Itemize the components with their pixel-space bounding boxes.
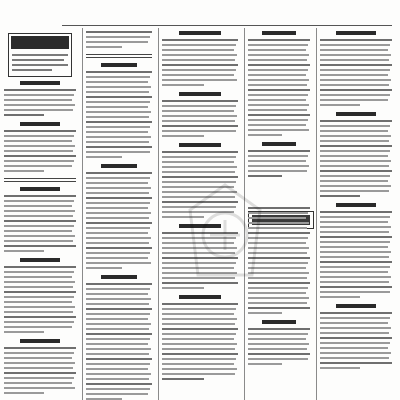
text-line xyxy=(248,328,310,330)
text-line xyxy=(320,367,360,369)
text-line xyxy=(162,171,235,173)
section-divider xyxy=(86,54,152,55)
text-line xyxy=(320,180,388,182)
text-line xyxy=(320,296,360,298)
text-line xyxy=(86,131,148,133)
column-divider xyxy=(82,28,83,400)
text-line xyxy=(248,333,308,335)
text-line xyxy=(320,236,392,238)
text-line xyxy=(86,192,149,194)
text-line xyxy=(248,79,309,81)
text-line xyxy=(320,246,388,248)
text-line xyxy=(4,205,72,207)
text-line xyxy=(86,187,151,189)
text-line xyxy=(162,323,235,325)
text-line xyxy=(4,195,76,197)
text-line xyxy=(4,271,74,273)
masthead-title xyxy=(11,36,69,49)
section-heading xyxy=(20,258,60,262)
text-line xyxy=(4,210,75,212)
masthead xyxy=(8,33,72,77)
text-line xyxy=(86,313,150,315)
text-line xyxy=(162,84,204,86)
text-line xyxy=(86,222,152,224)
text-line xyxy=(320,104,360,106)
text-line xyxy=(4,306,75,308)
text-line xyxy=(4,291,76,293)
text-line xyxy=(162,348,235,350)
text-line xyxy=(162,54,237,56)
text-line xyxy=(320,241,390,243)
masthead-line xyxy=(12,69,52,71)
text-line xyxy=(248,114,310,116)
text-line xyxy=(162,74,234,76)
section-divider xyxy=(4,178,76,179)
text-line xyxy=(248,175,282,177)
text-line xyxy=(320,322,388,324)
section-heading xyxy=(101,63,137,67)
text-line xyxy=(86,242,149,244)
text-line xyxy=(320,342,390,344)
text-line xyxy=(162,135,204,137)
watermark-emblem xyxy=(180,180,270,290)
text-line xyxy=(86,177,150,179)
text-line xyxy=(162,313,234,315)
text-line xyxy=(86,116,149,118)
text-line xyxy=(4,160,74,162)
text-line xyxy=(320,160,391,162)
column-1 xyxy=(4,29,80,400)
text-line xyxy=(162,363,234,365)
text-line xyxy=(86,36,150,38)
text-line xyxy=(4,145,75,147)
text-line xyxy=(320,89,392,91)
text-line xyxy=(4,331,44,333)
text-line xyxy=(86,182,148,184)
text-line xyxy=(162,130,236,132)
text-line xyxy=(86,343,148,345)
section-heading xyxy=(336,31,376,35)
text-line xyxy=(86,136,151,138)
text-line xyxy=(320,190,389,192)
text-line xyxy=(4,321,74,323)
text-line xyxy=(162,151,238,153)
text-line xyxy=(162,343,237,345)
text-line xyxy=(320,221,388,223)
text-line xyxy=(320,99,388,101)
text-line xyxy=(86,212,151,214)
text-line xyxy=(320,357,389,359)
text-line xyxy=(4,281,75,283)
text-line xyxy=(248,165,309,167)
text-line xyxy=(86,318,148,320)
text-line xyxy=(162,338,234,340)
text-line xyxy=(320,64,392,66)
text-line xyxy=(248,363,282,365)
text-line xyxy=(320,286,392,288)
text-line xyxy=(320,44,390,46)
section-heading xyxy=(179,295,221,299)
text-line xyxy=(320,211,392,213)
text-line xyxy=(4,362,75,364)
text-line xyxy=(248,64,310,66)
text-line xyxy=(320,352,391,354)
text-line xyxy=(162,156,236,158)
text-line xyxy=(86,283,152,285)
text-line xyxy=(162,373,235,375)
text-line xyxy=(320,195,360,197)
text-line xyxy=(4,296,74,298)
text-line xyxy=(4,130,76,132)
text-line xyxy=(320,120,392,122)
text-line xyxy=(86,333,152,335)
text-line xyxy=(248,49,306,51)
text-line xyxy=(86,353,149,355)
text-line xyxy=(4,266,76,268)
text-line xyxy=(4,372,76,374)
text-line xyxy=(4,220,76,222)
text-line xyxy=(86,146,152,148)
text-line xyxy=(86,101,150,103)
section-heading xyxy=(20,187,60,191)
text-line xyxy=(86,86,151,88)
text-line xyxy=(4,311,73,313)
text-line xyxy=(86,81,148,83)
text-line xyxy=(162,110,234,112)
section-heading xyxy=(262,31,296,35)
text-line xyxy=(248,348,307,350)
text-line xyxy=(4,230,72,232)
text-line xyxy=(4,245,76,247)
section-heading xyxy=(179,143,221,147)
text-line xyxy=(162,333,236,335)
text-line xyxy=(86,237,151,239)
text-line xyxy=(320,362,392,364)
text-line xyxy=(248,124,306,126)
column-divider xyxy=(158,28,159,400)
section-heading xyxy=(336,112,376,116)
section-heading xyxy=(262,320,296,324)
text-line xyxy=(86,46,122,48)
text-line xyxy=(248,44,308,46)
text-line xyxy=(86,323,151,325)
text-line xyxy=(320,140,389,142)
text-line xyxy=(86,252,150,254)
text-line xyxy=(86,298,151,300)
text-line xyxy=(162,176,238,178)
masthead-line xyxy=(12,64,68,66)
text-line xyxy=(162,318,237,320)
text-line xyxy=(320,59,389,61)
text-line xyxy=(162,69,236,71)
text-line xyxy=(162,44,236,46)
text-line xyxy=(86,262,151,264)
header-rule xyxy=(62,25,392,26)
text-line xyxy=(248,160,306,162)
text-line xyxy=(86,368,148,370)
text-line xyxy=(248,343,309,345)
text-line xyxy=(320,175,390,177)
text-line xyxy=(320,276,391,278)
text-line xyxy=(162,328,238,330)
text-line xyxy=(86,156,122,158)
text-line xyxy=(4,89,76,91)
section-heading xyxy=(101,275,137,279)
text-line xyxy=(86,308,152,310)
text-line xyxy=(86,141,149,143)
text-line xyxy=(320,135,391,137)
text-line xyxy=(86,71,152,73)
text-line xyxy=(162,161,234,163)
text-line xyxy=(320,54,391,56)
text-line xyxy=(248,104,309,106)
text-line xyxy=(86,373,151,375)
masthead-line xyxy=(12,59,64,61)
text-line xyxy=(86,151,150,153)
text-line xyxy=(4,94,74,96)
text-line xyxy=(320,332,389,334)
text-line xyxy=(320,145,392,147)
text-line xyxy=(248,150,310,152)
text-line xyxy=(4,150,73,152)
text-line xyxy=(4,382,72,384)
text-line xyxy=(320,327,391,329)
text-line xyxy=(248,129,309,131)
text-line xyxy=(4,392,44,394)
text-line xyxy=(162,105,236,107)
text-line xyxy=(320,69,390,71)
text-line xyxy=(320,39,392,41)
text-line xyxy=(248,134,282,136)
text-line xyxy=(4,347,76,349)
text-line xyxy=(320,261,392,263)
text-line xyxy=(86,348,151,350)
text-line xyxy=(4,215,73,217)
text-line xyxy=(320,79,391,81)
section-heading xyxy=(179,92,221,96)
text-line xyxy=(4,316,76,318)
column-divider xyxy=(316,28,317,400)
text-line xyxy=(86,338,150,340)
section-divider xyxy=(86,57,152,58)
text-line xyxy=(86,111,151,113)
text-line xyxy=(4,235,75,237)
text-line xyxy=(248,69,308,71)
text-line xyxy=(248,338,306,340)
section-heading xyxy=(179,31,221,35)
text-line xyxy=(86,41,148,43)
text-line xyxy=(320,84,389,86)
text-line xyxy=(4,200,74,202)
text-line xyxy=(4,225,74,227)
text-line xyxy=(248,74,306,76)
text-line xyxy=(320,347,388,349)
text-line xyxy=(4,276,72,278)
text-line xyxy=(86,383,152,385)
text-line xyxy=(4,155,76,157)
text-line xyxy=(4,240,73,242)
masthead-line xyxy=(12,54,68,56)
section-heading xyxy=(336,304,376,308)
text-line xyxy=(86,328,149,330)
section-heading xyxy=(336,203,376,207)
text-line xyxy=(248,39,310,41)
text-line xyxy=(86,358,152,360)
page-header xyxy=(62,12,392,24)
section-heading xyxy=(262,142,296,146)
text-line xyxy=(162,39,238,41)
text-line xyxy=(4,357,72,359)
text-line xyxy=(86,363,150,365)
text-line xyxy=(86,288,150,290)
text-line xyxy=(86,303,149,305)
text-line xyxy=(248,59,307,61)
text-line xyxy=(162,368,237,370)
text-line xyxy=(248,353,310,355)
text-line xyxy=(248,358,308,360)
text-line xyxy=(4,170,44,172)
text-line xyxy=(320,155,388,157)
text-line xyxy=(86,388,150,390)
text-line xyxy=(248,99,306,101)
text-line xyxy=(4,301,72,303)
text-line xyxy=(320,337,392,339)
text-line xyxy=(86,172,152,174)
text-line xyxy=(320,74,388,76)
text-line xyxy=(248,94,308,96)
text-line xyxy=(86,31,152,33)
text-line xyxy=(86,267,122,269)
text-line xyxy=(248,297,309,299)
text-line xyxy=(86,202,150,204)
text-line xyxy=(4,250,44,252)
text-line xyxy=(4,367,73,369)
text-line xyxy=(86,257,148,259)
text-line xyxy=(162,358,236,360)
text-line xyxy=(320,281,389,283)
text-line xyxy=(162,308,236,310)
text-line xyxy=(86,393,148,395)
section-heading xyxy=(20,339,60,343)
section-heading xyxy=(20,81,60,85)
text-line xyxy=(162,303,238,305)
section-heading xyxy=(101,164,137,168)
text-line xyxy=(86,293,148,295)
text-line xyxy=(86,126,150,128)
text-line xyxy=(4,140,72,142)
text-line xyxy=(4,352,74,354)
text-line xyxy=(248,170,307,172)
text-line xyxy=(320,291,390,293)
text-line xyxy=(162,120,235,122)
text-line xyxy=(86,76,150,78)
text-line xyxy=(4,286,73,288)
text-line xyxy=(86,197,152,199)
text-line xyxy=(320,170,392,172)
text-line xyxy=(162,49,234,51)
text-line xyxy=(320,266,390,268)
text-line xyxy=(320,231,389,233)
text-line xyxy=(86,91,149,93)
text-line xyxy=(162,125,238,127)
text-line xyxy=(4,326,72,328)
text-line xyxy=(4,114,44,116)
text-line xyxy=(86,378,149,380)
text-line xyxy=(248,307,310,309)
column-2 xyxy=(86,29,156,400)
text-line xyxy=(248,292,306,294)
text-line xyxy=(248,54,309,56)
text-line xyxy=(4,135,74,137)
text-line xyxy=(248,89,310,91)
text-line xyxy=(86,217,149,219)
text-line xyxy=(162,115,237,117)
text-line xyxy=(320,125,390,127)
text-line xyxy=(248,155,308,157)
section-divider xyxy=(4,181,76,182)
text-line xyxy=(320,312,392,314)
text-line xyxy=(86,247,152,249)
text-line xyxy=(320,256,389,258)
text-line xyxy=(320,94,390,96)
text-line xyxy=(320,165,389,167)
text-line xyxy=(86,96,152,98)
text-line xyxy=(320,251,391,253)
text-line xyxy=(4,109,73,111)
text-line xyxy=(248,109,307,111)
text-line xyxy=(320,150,390,152)
text-line xyxy=(320,49,388,51)
text-line xyxy=(320,317,390,319)
text-line xyxy=(86,106,148,108)
text-line xyxy=(320,185,391,187)
text-line xyxy=(248,302,307,304)
text-line xyxy=(86,232,148,234)
text-line xyxy=(162,64,238,66)
text-line xyxy=(320,130,388,132)
text-line xyxy=(4,99,72,101)
text-line xyxy=(162,100,238,102)
text-line xyxy=(4,165,72,167)
text-line xyxy=(86,121,152,123)
text-line xyxy=(162,79,237,81)
text-line xyxy=(86,207,148,209)
text-line xyxy=(320,271,388,273)
text-line xyxy=(4,387,75,389)
text-line xyxy=(162,353,238,355)
text-line xyxy=(86,227,150,229)
text-line xyxy=(162,59,235,61)
text-line xyxy=(248,84,307,86)
text-line xyxy=(320,216,390,218)
text-line xyxy=(4,104,75,106)
section-heading xyxy=(20,122,60,126)
text-line xyxy=(162,378,204,380)
text-line xyxy=(248,119,308,121)
text-line xyxy=(4,377,74,379)
text-line xyxy=(320,226,391,228)
text-line xyxy=(162,166,237,168)
column-5 xyxy=(320,29,396,400)
text-line xyxy=(248,312,282,314)
